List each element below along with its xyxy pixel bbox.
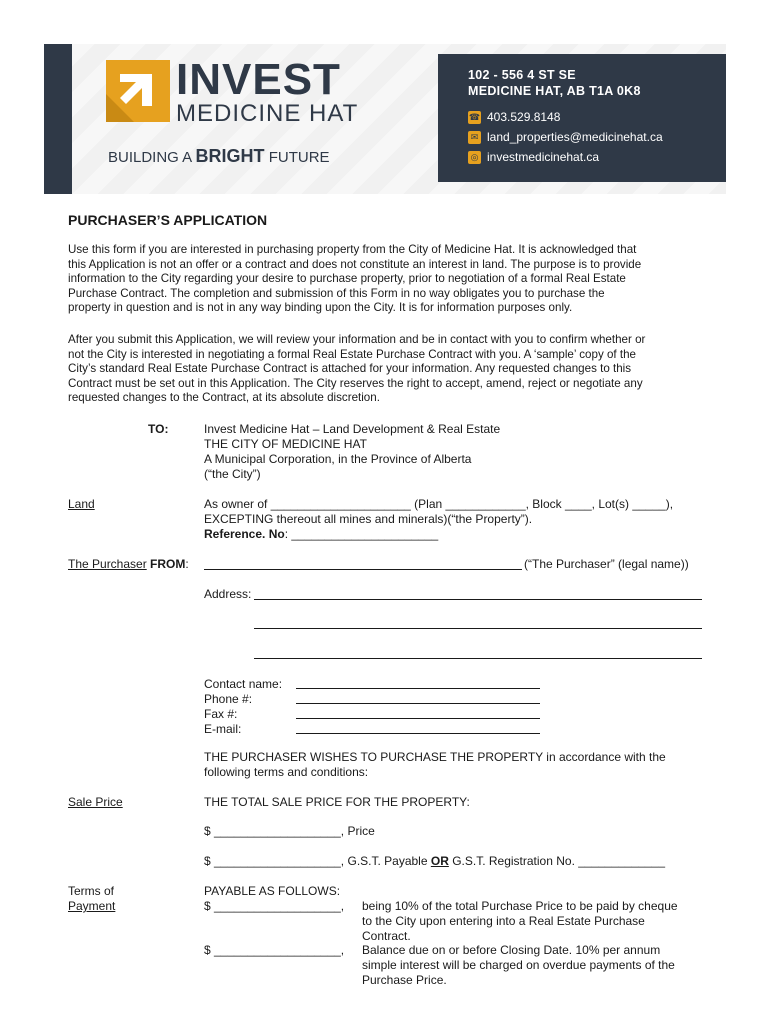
email-address[interactable]: land_properties@medicinehat.ca [487, 130, 663, 144]
sale-price-label: Sale Price [68, 795, 123, 809]
after-line: City’s standard Real Estate Purchase Contract is attached for your information. Any requested changes to this [68, 362, 632, 376]
intro-line: Use this form if you are interested in purchasing property from the City of Medicine Hat. It is acknowledged that [68, 243, 637, 256]
deposit-line: Contract. [362, 929, 411, 943]
address-field-3[interactable] [254, 658, 702, 659]
gst-or: OR [430, 854, 449, 868]
intro-paragraph [68, 243, 702, 316]
reference-field[interactable]: : ______________________ [284, 527, 439, 541]
phone-icon: ☎ [468, 111, 481, 122]
price-field[interactable]: $ ___________________, Price [204, 824, 375, 838]
after-paragraph [68, 333, 702, 406]
deposit-line: being 10% of the total Purchase Price to be paid by cheque [362, 899, 678, 913]
tagline-part-c: FUTURE [268, 149, 330, 166]
to-line: (“the City”) [204, 467, 261, 481]
after-line: requested changes to the Contract, at its absolute discretion. [68, 391, 380, 405]
page-title: PURCHASER’S APPLICATION [68, 212, 268, 228]
phone-number: 403.529.8148 [487, 110, 561, 124]
after-line: not the City is interested in negotiating a formal Real Estate Purchase Contract with you. A ‘sample’ copy of the [68, 347, 636, 361]
terms-label-1: Terms of [68, 884, 115, 898]
payable-heading: PAYABLE AS FOLLOWS: [204, 884, 341, 898]
contact-name-field[interactable] [296, 688, 540, 689]
address-line-2: MEDICINE HAT, AB T1A 0K8 [468, 84, 641, 98]
balance-terms [362, 943, 675, 988]
deposit-terms [362, 899, 678, 944]
balance-line: Balance due on or before Closing Date. 10% per annum [362, 943, 661, 957]
land-line-2: EXCEPTING thereout all mines and minerals)(“the Property”). [204, 512, 533, 526]
email-icon: ✉ [468, 131, 481, 144]
balance-field[interactable]: $ ___________________, [204, 943, 345, 957]
wishes-line-2: following terms and conditions: [204, 765, 369, 779]
reference-row[interactable] [204, 527, 438, 542]
fax-field[interactable] [296, 718, 540, 719]
terms-label-2: Payment [68, 899, 116, 913]
letterhead [44, 44, 726, 194]
balance-line: simple interest will be charged on overdue payments of the [362, 958, 675, 972]
total-sale-heading: THE TOTAL SALE PRICE FOR THE PROPERTY: [204, 795, 470, 809]
fax-label: Fax #: [204, 707, 238, 721]
intro-line: property in question and is not in any way binding upon the City. It is for information purposes only. [68, 301, 573, 315]
to-label: TO: [148, 422, 169, 436]
invest-logo-icon [106, 60, 170, 122]
globe-icon: ◎ [468, 151, 481, 164]
from-colon: : [185, 557, 189, 571]
after-line: Contract must be set out in this Application. The City reserves the right to accept, amend, reject or negotiate any [68, 376, 643, 390]
to-line: Invest Medicine Hat – Land Development & Real Estate [204, 422, 501, 436]
gst-payable-field[interactable]: $ ___________________, G.S.T. Payable [204, 854, 431, 868]
header-accent-bar [44, 44, 72, 194]
intro-line: Purchase Contract. The completion and submission of this Form in no way obligates you to purchase the [68, 286, 605, 300]
to-line: A Municipal Corporation, in the Province of Alberta [204, 452, 472, 466]
purchaser-note: (“The Purchaser” (legal name)) [524, 557, 689, 571]
address-field-2[interactable] [254, 628, 702, 629]
purchaser-name-field[interactable] [204, 569, 522, 570]
phone-field[interactable] [296, 703, 540, 704]
address-line-1: 102 - 556 4 ST SE [468, 68, 576, 82]
gst-registration-field[interactable]: G.S.T. Registration No. _____________ [448, 854, 665, 868]
email-label: E-mail: [204, 722, 242, 736]
from-label: FROM [150, 557, 186, 571]
contact-name-label: Contact name: [204, 677, 283, 691]
address-label: Address: [204, 587, 252, 601]
tagline [108, 146, 330, 167]
tagline-bright: BRIGHT [195, 146, 265, 166]
phone-row [468, 110, 560, 124]
logo-word-medicine-hat: MEDICINE HAT [176, 100, 359, 127]
land-line-1[interactable]: As owner of _____________________ (Plan ____________, Block ____, Lot(s) _____), [204, 497, 674, 511]
email-field[interactable] [296, 733, 540, 734]
logo-word-invest: INVEST [176, 55, 341, 104]
land-label: Land [68, 497, 95, 511]
after-line: After you submit this Application, we will review your information and be in contact with you to confirm whether or [68, 333, 646, 346]
deposit-field[interactable]: $ ___________________, [204, 899, 345, 913]
to-line: THE CITY OF MEDICINE HAT [204, 437, 367, 451]
purchaser-row [68, 557, 189, 572]
website-link[interactable]: investmedicinehat.ca [487, 150, 600, 164]
intro-line: this Application is not an offer or a contract and does not constitute an interest in land. The purpose is to provide [68, 257, 642, 271]
email-row[interactable] [468, 130, 663, 144]
tagline-part-a: BUILDING A [108, 149, 192, 166]
contact-panel [438, 54, 726, 182]
reference-label: Reference. No [204, 527, 285, 541]
address-field-1[interactable] [254, 599, 702, 600]
intro-line: information to the City regarding your desire to purchase property, prior to negotiation of a formal Real Estate [68, 272, 626, 286]
phone-label: Phone #: [204, 692, 253, 706]
wishes-line-1: THE PURCHASER WISHES TO PURCHASE THE PROPERTY in accordance with the [204, 750, 666, 764]
website-row[interactable] [468, 150, 599, 164]
purchaser-label: The Purchaser [68, 557, 147, 571]
contact-block [204, 677, 282, 737]
gst-row[interactable] [204, 854, 665, 869]
to-block [204, 422, 500, 482]
balance-line: Purchase Price. [362, 973, 447, 987]
deposit-line: to the City upon entering into a Real Estate Purchase [362, 914, 645, 928]
